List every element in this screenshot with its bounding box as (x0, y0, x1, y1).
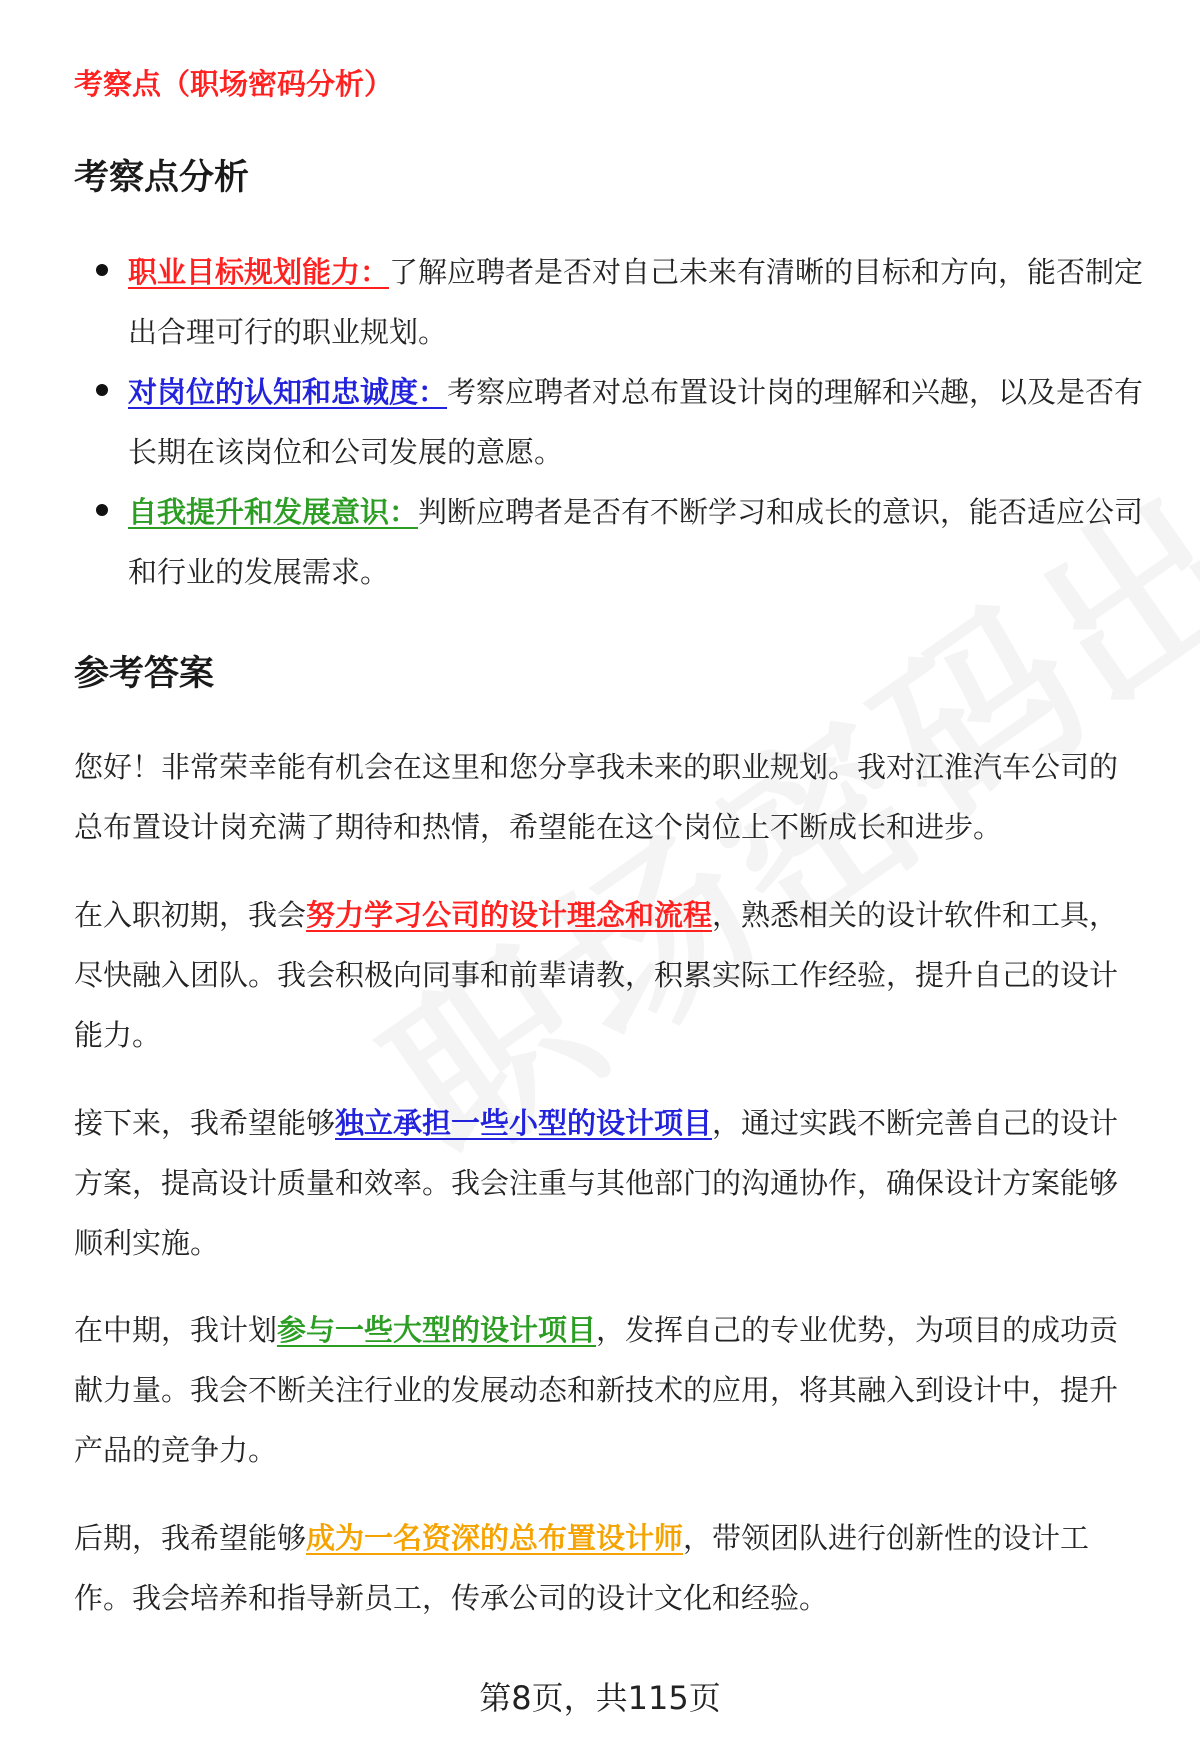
page-number: 第8页，共115页 (479, 1679, 721, 1717)
item-lead: 自我提升和发展意识： (128, 495, 419, 529)
item-lead: 职业目标规划能力： (128, 255, 390, 289)
bullet-icon (96, 264, 108, 276)
list-item (74, 362, 1144, 482)
answer-paragraph-early (74, 885, 1144, 1065)
highlight-text: 成为一名资深的总布置设计师 (306, 1521, 684, 1555)
item-text: 考察应聘者对总布置设计岗的理解和兴趣，以及是否有长期在该岗位和公司发展的意愿。 (128, 375, 1144, 469)
paragraph-text: 在中期，我计划 (74, 1313, 278, 1347)
paragraph-text: ，熟悉相关的设计软件和工具，尽快融入团队。我会积极向同事和前辈请教，积累实际工作经验，提升自己的设计能力。 (74, 898, 1119, 1052)
answer-heading: 参考答案 (74, 654, 215, 694)
section-tag-title: 考察点（职场密码分析） (74, 67, 394, 101)
answer-paragraph-mid (74, 1300, 1144, 1480)
highlight-text: 努力学习公司的设计理念和流程 (306, 898, 713, 932)
paragraph-text: 后期，我希望能够 (74, 1521, 307, 1555)
answer-paragraph-intro: 您好！非常荣幸能有机会在这里和您分享我未来的职业规划。我对江淮汽车公司的总布置设计岗充满了期待和热情，希望能在这个岗位上不断成长和进步。 (74, 750, 1119, 844)
paragraph-text: ，发挥自己的专业优势，为项目的成功贡献力量。我会不断关注行业的发展动态和新技术的应用，将其融入到设计中，提升产品的竞争力。 (74, 1313, 1119, 1467)
list-item (74, 482, 1144, 602)
item-text: 判断应聘者是否有不断学习和成长的意识，能否适应公司和行业的发展需求。 (128, 495, 1144, 589)
answer-paragraph-next (74, 1093, 1144, 1273)
item-text: 了解应聘者是否对自己未来有清晰的目标和方向，能否制定出合理可行的职业规划。 (128, 255, 1144, 349)
list-item (74, 242, 1144, 362)
paragraph-text: 接下来，我希望能够 (74, 1106, 336, 1140)
answer-paragraph-late (74, 1508, 1144, 1628)
paragraph-text: ，通过实践不断完善自己的设计方案，提高设计质量和效率。我会注重与其他部门的沟通协作，确保设计方案能够顺利实施。 (74, 1106, 1119, 1260)
highlight-text: 独立承担一些小型的设计项目 (335, 1106, 713, 1140)
bullet-icon (96, 504, 108, 516)
item-lead: 对岗位的认知和忠诚度： (128, 375, 448, 409)
paragraph-text: ，带领团队进行创新性的设计工作。我会培养和指导新员工，传承公司的设计文化和经验。 (74, 1521, 1090, 1615)
bullet-icon (96, 384, 108, 396)
highlight-text: 参与一些大型的设计项目 (277, 1313, 597, 1347)
paragraph-text: 在入职初期，我会 (74, 898, 307, 932)
analysis-heading: 考察点分析 (74, 158, 250, 198)
analysis-list (74, 242, 1144, 602)
